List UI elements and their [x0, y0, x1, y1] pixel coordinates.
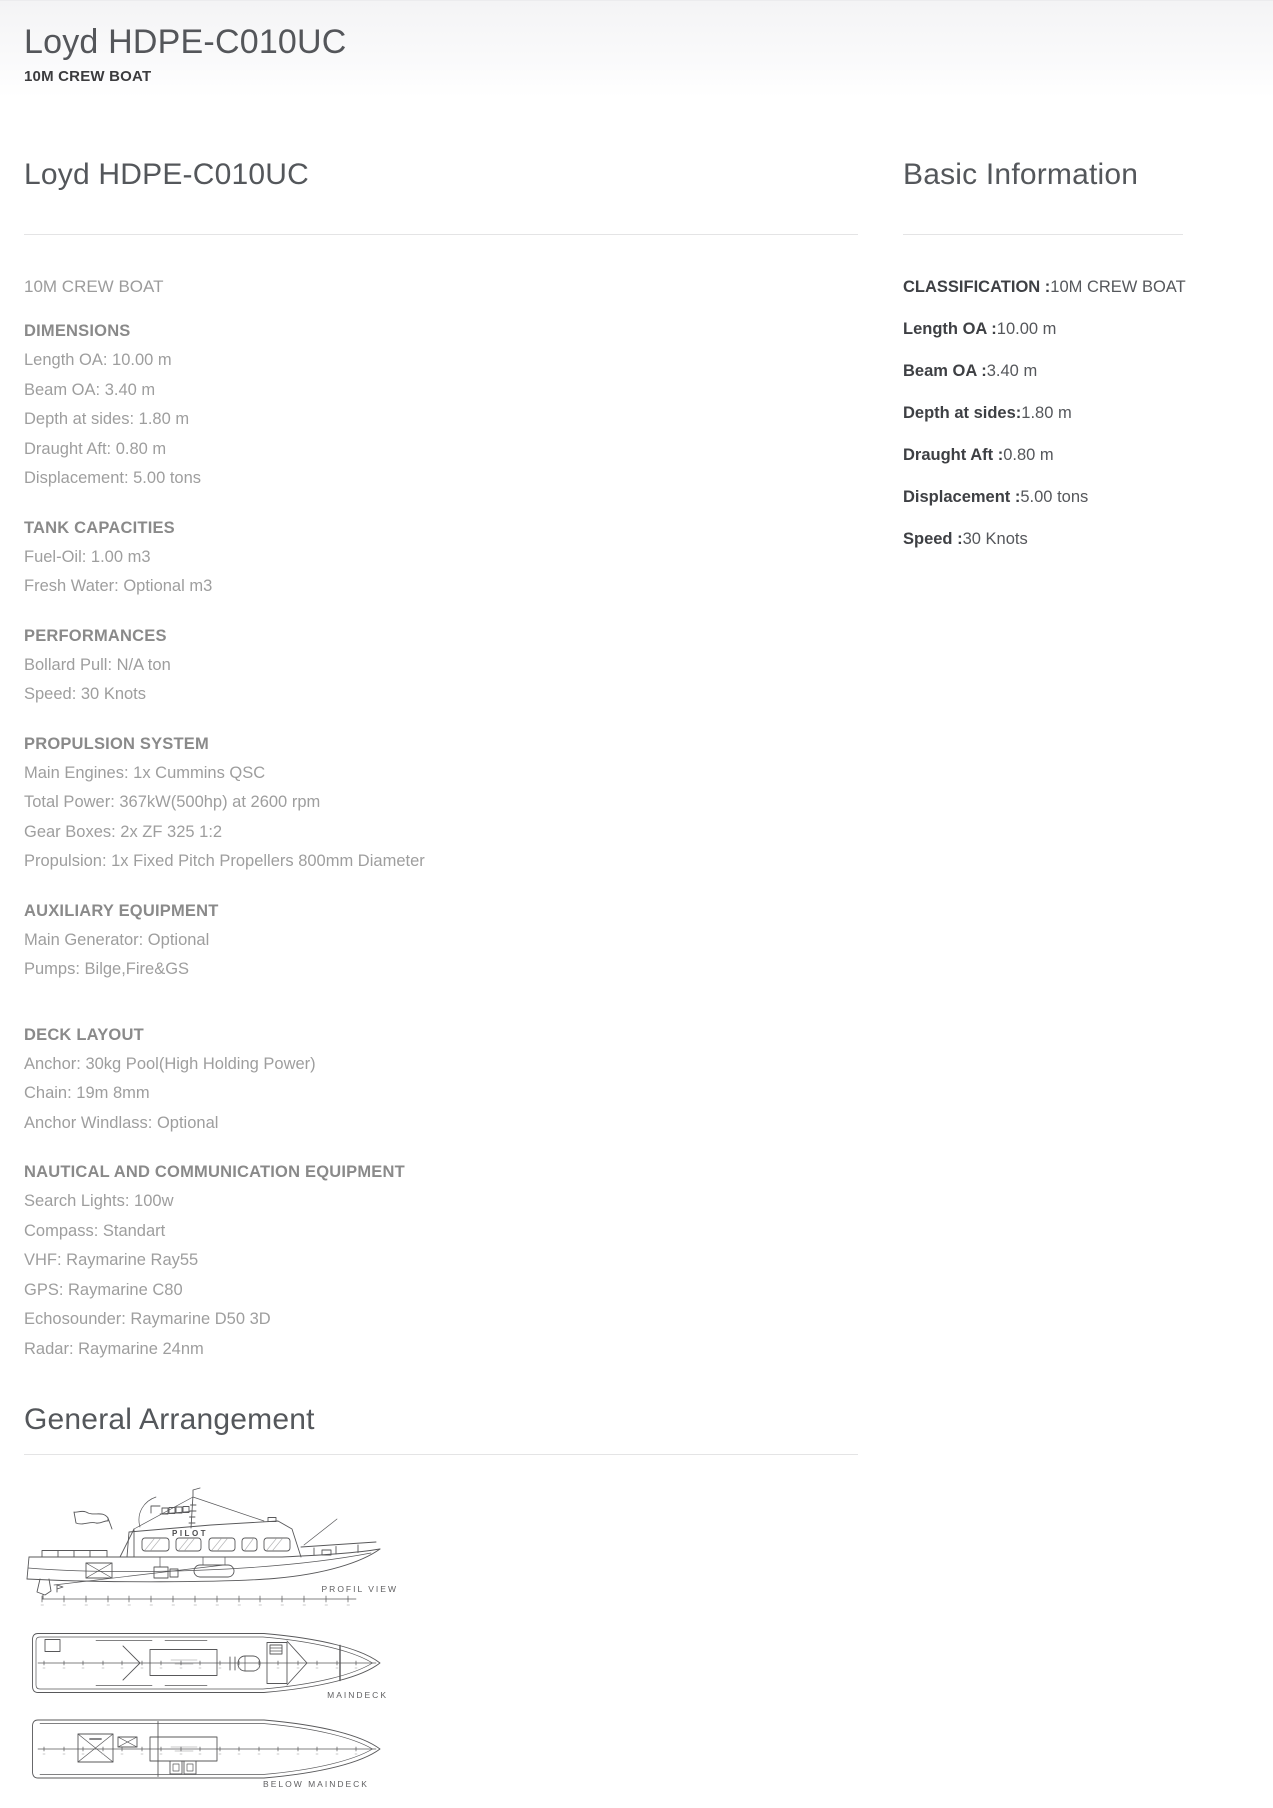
- basic-info-title: Basic Information: [903, 158, 1139, 191]
- basic-info-row: [903, 319, 1183, 339]
- basic-info-label: CLASSIFICATION :: [903, 278, 1051, 296]
- below-maindeck-label: BELOW MAINDECK: [263, 1779, 369, 1789]
- profile-frame-ruler: [41, 1596, 356, 1605]
- basic-info-divider: [903, 234, 1183, 235]
- spec-line: GPS: Raymarine C80: [24, 1280, 183, 1299]
- spec-line: Length OA: 10.00 m: [24, 351, 172, 369]
- spec-section-nautical: [24, 1162, 858, 1364]
- profile-aft-railing: [42, 1551, 107, 1558]
- profile-view-drawing: [24, 1485, 409, 1610]
- below-maindeck-centerline: [38, 1747, 376, 1754]
- spec-line: VHF: Raymarine Ray55: [24, 1251, 199, 1269]
- spec-section-performances: [24, 626, 858, 710]
- spec-lines: [24, 1187, 858, 1364]
- page-title: Loyd HDPE-C010UC: [24, 23, 347, 61]
- basic-info-value: 10M CREW BOAT: [1050, 278, 1186, 296]
- overview-title: Loyd HDPE-C010UC: [24, 158, 309, 191]
- spec-line: Echosounder: Raymarine D50 3D: [24, 1310, 271, 1328]
- basic-info-row: [903, 487, 1183, 507]
- basic-info-label: Displacement :: [903, 488, 1021, 506]
- basic-info-label: Beam OA :: [903, 362, 987, 380]
- page-subtitle: 10M CREW BOAT: [24, 68, 152, 85]
- spec-section-heading: PERFORMANCES: [24, 626, 167, 645]
- spec-line: Pumps: Bilge,Fire&GS: [24, 960, 190, 978]
- basic-info-panel: [903, 97, 1186, 549]
- spec-line: Main Generator: Optional: [24, 930, 210, 949]
- spec-section-auxiliary: [24, 901, 858, 985]
- spec-section-heading: DIMENSIONS: [24, 322, 131, 340]
- profile-below-deck-equipment: [86, 1557, 234, 1578]
- spec-section-heading: AUXILIARY EQUIPMENT: [24, 901, 219, 920]
- spec-section-heading: TANK CAPACITIES: [24, 518, 175, 537]
- basic-info-row: [903, 445, 1183, 465]
- maindeck-label: MAINDECK: [327, 1690, 388, 1700]
- spec-line: Anchor Windlass: Optional: [24, 1113, 219, 1132]
- maindeck-fittings: [45, 1640, 340, 1686]
- maindeck-engine-room: [150, 1650, 217, 1676]
- spec-lines: [24, 759, 858, 877]
- spec-line: Beam OA: 3.40 m: [24, 380, 156, 399]
- basic-info-row: [903, 277, 1186, 297]
- spec-line: Radar: Raymarine 24nm: [24, 1339, 204, 1358]
- spec-line: Depth at sides: 1.80 m: [24, 410, 190, 428]
- spec-line: Chain: 19m 8mm: [24, 1084, 150, 1102]
- page-header: [0, 0, 1273, 97]
- basic-info-row: [903, 403, 1183, 423]
- basic-info-label: Length OA :: [903, 320, 997, 338]
- spec-lines: [24, 543, 858, 602]
- spec-section-deck-layout: [24, 1025, 858, 1139]
- profile-cabin: [127, 1518, 301, 1558]
- spec-line: Compass: Standart: [24, 1221, 166, 1240]
- spec-section-dimensions: [24, 321, 858, 494]
- spec-line: Fuel-Oil: 1.00 m3: [24, 547, 151, 566]
- profile-stern-flag: [74, 1511, 112, 1529]
- spec-lines: [24, 926, 858, 985]
- spec-section-tanks: [24, 518, 858, 602]
- basic-info-value: 10.00 m: [996, 320, 1057, 338]
- profile-view-label: PROFIL VIEW: [321, 1584, 398, 1594]
- overview-column: [24, 97, 858, 1790]
- below-maindeck-drawing: [24, 1718, 402, 1790]
- basic-info-row: [903, 529, 1183, 549]
- maindeck-centerline: [38, 1661, 376, 1668]
- maindeck-drawing: [24, 1632, 402, 1702]
- spec-lines: [24, 651, 858, 710]
- basic-info-label: Draught Aft :: [903, 446, 1004, 464]
- spec-line: Gear Boxes: 2x ZF 325 1:2: [24, 822, 223, 841]
- spec-line: Main Engines: 1x Cummins QSC: [24, 763, 266, 782]
- spec-line: Displacement: 5.00 tons: [24, 469, 202, 487]
- spec-line: Fresh Water: Optional m3: [24, 577, 213, 595]
- spec-line: Anchor: 30kg Pool(High Holding Power): [24, 1054, 316, 1073]
- basic-info-value: 5.00 tons: [1020, 488, 1089, 506]
- spec-line: Search Lights: 100w: [24, 1192, 174, 1210]
- basic-info-value: 30 Knots: [962, 530, 1028, 548]
- general-arrangement-divider: [24, 1454, 858, 1455]
- basic-info-value: 1.80 m: [1021, 404, 1072, 422]
- spec-lines: [24, 1050, 858, 1139]
- general-arrangement-title: General Arrangement: [24, 1403, 315, 1436]
- basic-info-label: Speed :: [903, 530, 963, 548]
- spec-line: Total Power: 367kW(500hp) at 2600 rpm: [24, 793, 321, 811]
- basic-info-value: 0.80 m: [1003, 446, 1054, 464]
- spec-section-propulsion: [24, 734, 858, 877]
- overview-divider: [24, 234, 858, 235]
- pilot-cabin-label: PILOT: [172, 1529, 209, 1538]
- profile-bow-fittings: [301, 1519, 376, 1555]
- basic-info-label: Depth at sides:: [903, 404, 1022, 422]
- spec-section-heading: NAUTICAL AND COMMUNICATION EQUIPMENT: [24, 1163, 405, 1181]
- spec-section-heading: PROPULSION SYSTEM: [24, 734, 209, 753]
- content-area: [0, 97, 1273, 1790]
- boat-type-label: 10M CREW BOAT: [24, 277, 164, 296]
- basic-info-value: 3.40 m: [986, 362, 1038, 380]
- spec-line: Propulsion: 1x Fixed Pitch Propellers 800mm Diameter: [24, 852, 425, 870]
- spec-section-heading: DECK LAYOUT: [24, 1025, 144, 1044]
- spec-line: Bollard Pull: N/A ton: [24, 655, 171, 674]
- basic-info-row: [903, 361, 1183, 381]
- spec-lines: [24, 346, 858, 494]
- spec-line: Speed: 30 Knots: [24, 685, 147, 703]
- spec-line: Draught Aft: 0.80 m: [24, 439, 167, 458]
